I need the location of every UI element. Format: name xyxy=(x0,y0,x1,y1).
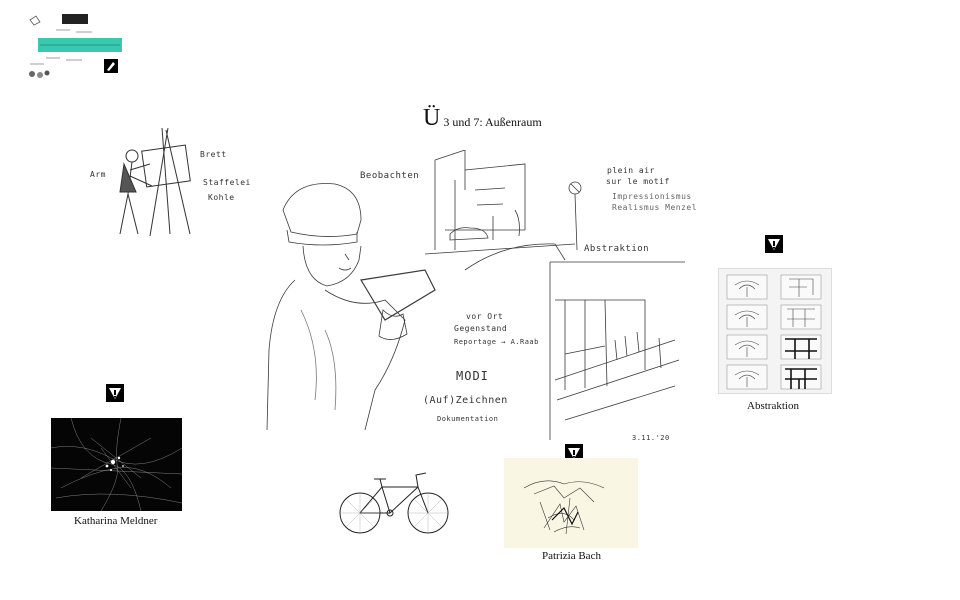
abstraktion-image[interactable] xyxy=(718,268,832,394)
abstraktion-grid xyxy=(719,269,831,393)
patrizia-image[interactable] xyxy=(504,458,638,548)
note-sur-le-motif: sur le motif xyxy=(606,177,670,186)
note-realismus: Realismus Menzel xyxy=(612,203,698,212)
title-text: 3 und 7: Außenraum xyxy=(443,115,542,129)
note-vor-ort: vor Ort xyxy=(466,312,504,321)
pen-icon[interactable] xyxy=(104,59,118,73)
note-kohle: Kohle xyxy=(208,193,235,202)
note-gegenstand: Gegenstand xyxy=(454,324,508,333)
katharina-map-image[interactable] xyxy=(51,418,182,511)
bicycle-sketch xyxy=(338,467,450,537)
note-aufzeichnen: (Auf)Zeichnen xyxy=(423,395,508,406)
note-reportage: Reportage → A.Raab xyxy=(454,338,539,346)
caption-katharina: Katharina Meldner xyxy=(74,515,158,527)
note-modi: MODI xyxy=(456,369,489,383)
caption-patrizia: Patrizia Bach xyxy=(542,550,601,562)
title-letter: Ü xyxy=(423,105,441,131)
note-staffelei: Staffelei xyxy=(203,178,251,187)
note-plein-air: plein air xyxy=(607,166,655,175)
exclamation-triangle-icon[interactable] xyxy=(106,384,124,402)
note-date: 3.11.'20 xyxy=(632,434,670,442)
scribble-graphic xyxy=(504,458,638,548)
note-beobachten: Beobachten xyxy=(360,171,420,181)
easel-sketch xyxy=(110,124,200,240)
note-abstraktion: Abstraktion xyxy=(584,244,650,254)
note-arm: Arm xyxy=(90,170,106,179)
caption-abstraktion: Abstraktion xyxy=(747,400,799,412)
note-impressionismus: Impressionismus xyxy=(612,192,692,201)
note-dokumentation: Dokumentation xyxy=(437,415,499,423)
dark-map-graphic xyxy=(51,418,182,511)
exclamation-triangle-icon[interactable] xyxy=(765,235,783,253)
page-title xyxy=(423,103,542,129)
note-brett: Brett xyxy=(200,150,227,159)
